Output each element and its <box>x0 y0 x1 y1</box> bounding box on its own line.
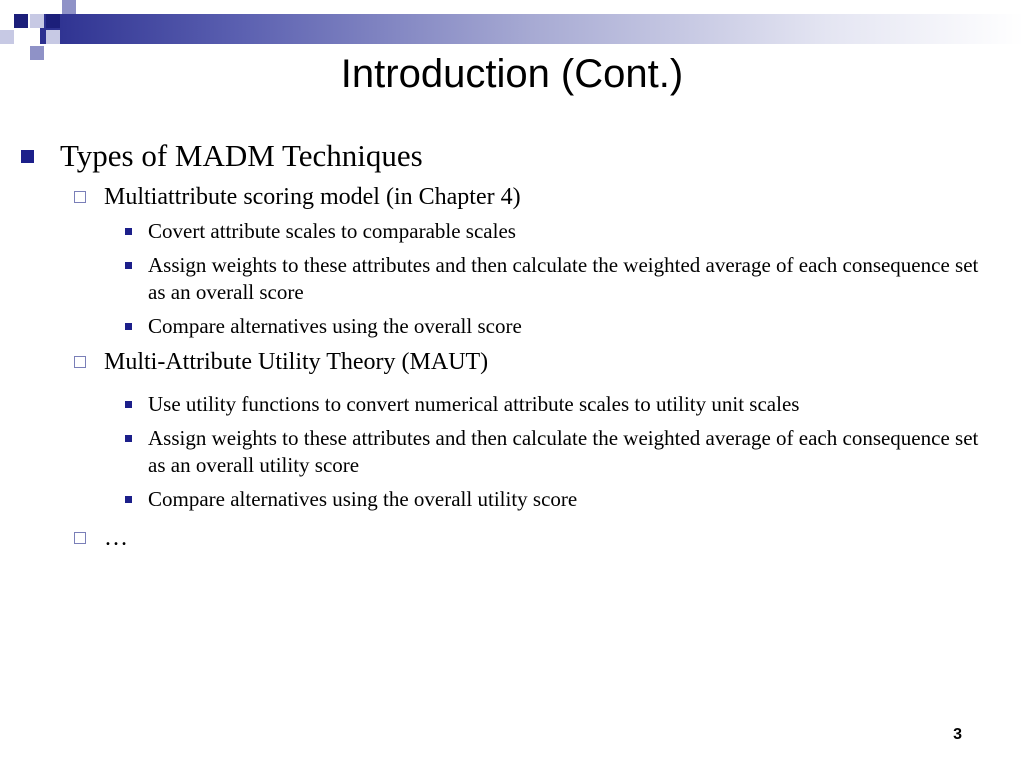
decor-square-icon <box>46 14 60 28</box>
decor-square-icon <box>62 0 76 14</box>
decor-square-icon <box>46 30 60 44</box>
bullet-text: Assign weights to these attributes and then calculate the weighted average of each consequence set as an overall score <box>148 253 979 304</box>
bullet-level3 <box>0 391 1024 418</box>
slide-body <box>0 136 1024 559</box>
bullet-text: Compare alternatives using the overall score <box>148 314 522 338</box>
bullet-level3 <box>0 486 1024 513</box>
decor-square-icon <box>30 14 44 28</box>
bullet-level2 <box>0 523 1024 553</box>
bullet-level2 <box>0 347 1024 377</box>
bullet-level1 <box>0 136 1024 176</box>
bullet-level3 <box>0 218 1024 245</box>
bullet-text: Types of MADM Techniques <box>60 138 423 173</box>
decor-square-icon <box>0 30 14 44</box>
decor-square-icon <box>14 14 28 28</box>
bullet-level3 <box>0 252 1024 306</box>
bullet-text: Use utility functions to convert numerical attribute scales to utility unit scales <box>148 392 800 416</box>
small-square-bullet-icon <box>125 496 132 503</box>
bullet-level2 <box>0 182 1024 212</box>
small-square-bullet-icon <box>125 435 132 442</box>
page-number: 3 <box>953 726 962 743</box>
bullet-text: Multiattribute scoring model (in Chapter 4) <box>104 184 521 210</box>
hollow-square-bullet-icon <box>74 191 86 203</box>
header-gradient-band <box>40 14 1024 44</box>
bullet-text: … <box>104 525 128 551</box>
bullet-text: Multi-Attribute Utility Theory (MAUT) <box>104 349 489 375</box>
bullet-text: Covert attribute scales to comparable scales <box>148 219 516 243</box>
hollow-square-bullet-icon <box>74 356 86 368</box>
small-square-bullet-icon <box>125 401 132 408</box>
bullet-text: Assign weights to these attributes and then calculate the weighted average of each consequence set as an overall utility score <box>148 426 979 477</box>
bullet-level3 <box>0 425 1024 479</box>
small-square-bullet-icon <box>125 228 132 235</box>
small-square-bullet-icon <box>125 262 132 269</box>
square-bullet-icon <box>21 150 34 163</box>
small-square-bullet-icon <box>125 323 132 330</box>
slide-title: Introduction (Cont.) <box>340 52 684 96</box>
hollow-square-bullet-icon <box>74 532 86 544</box>
bullet-level3 <box>0 313 1024 340</box>
bullet-text: Compare alternatives using the overall utility score <box>148 487 578 511</box>
